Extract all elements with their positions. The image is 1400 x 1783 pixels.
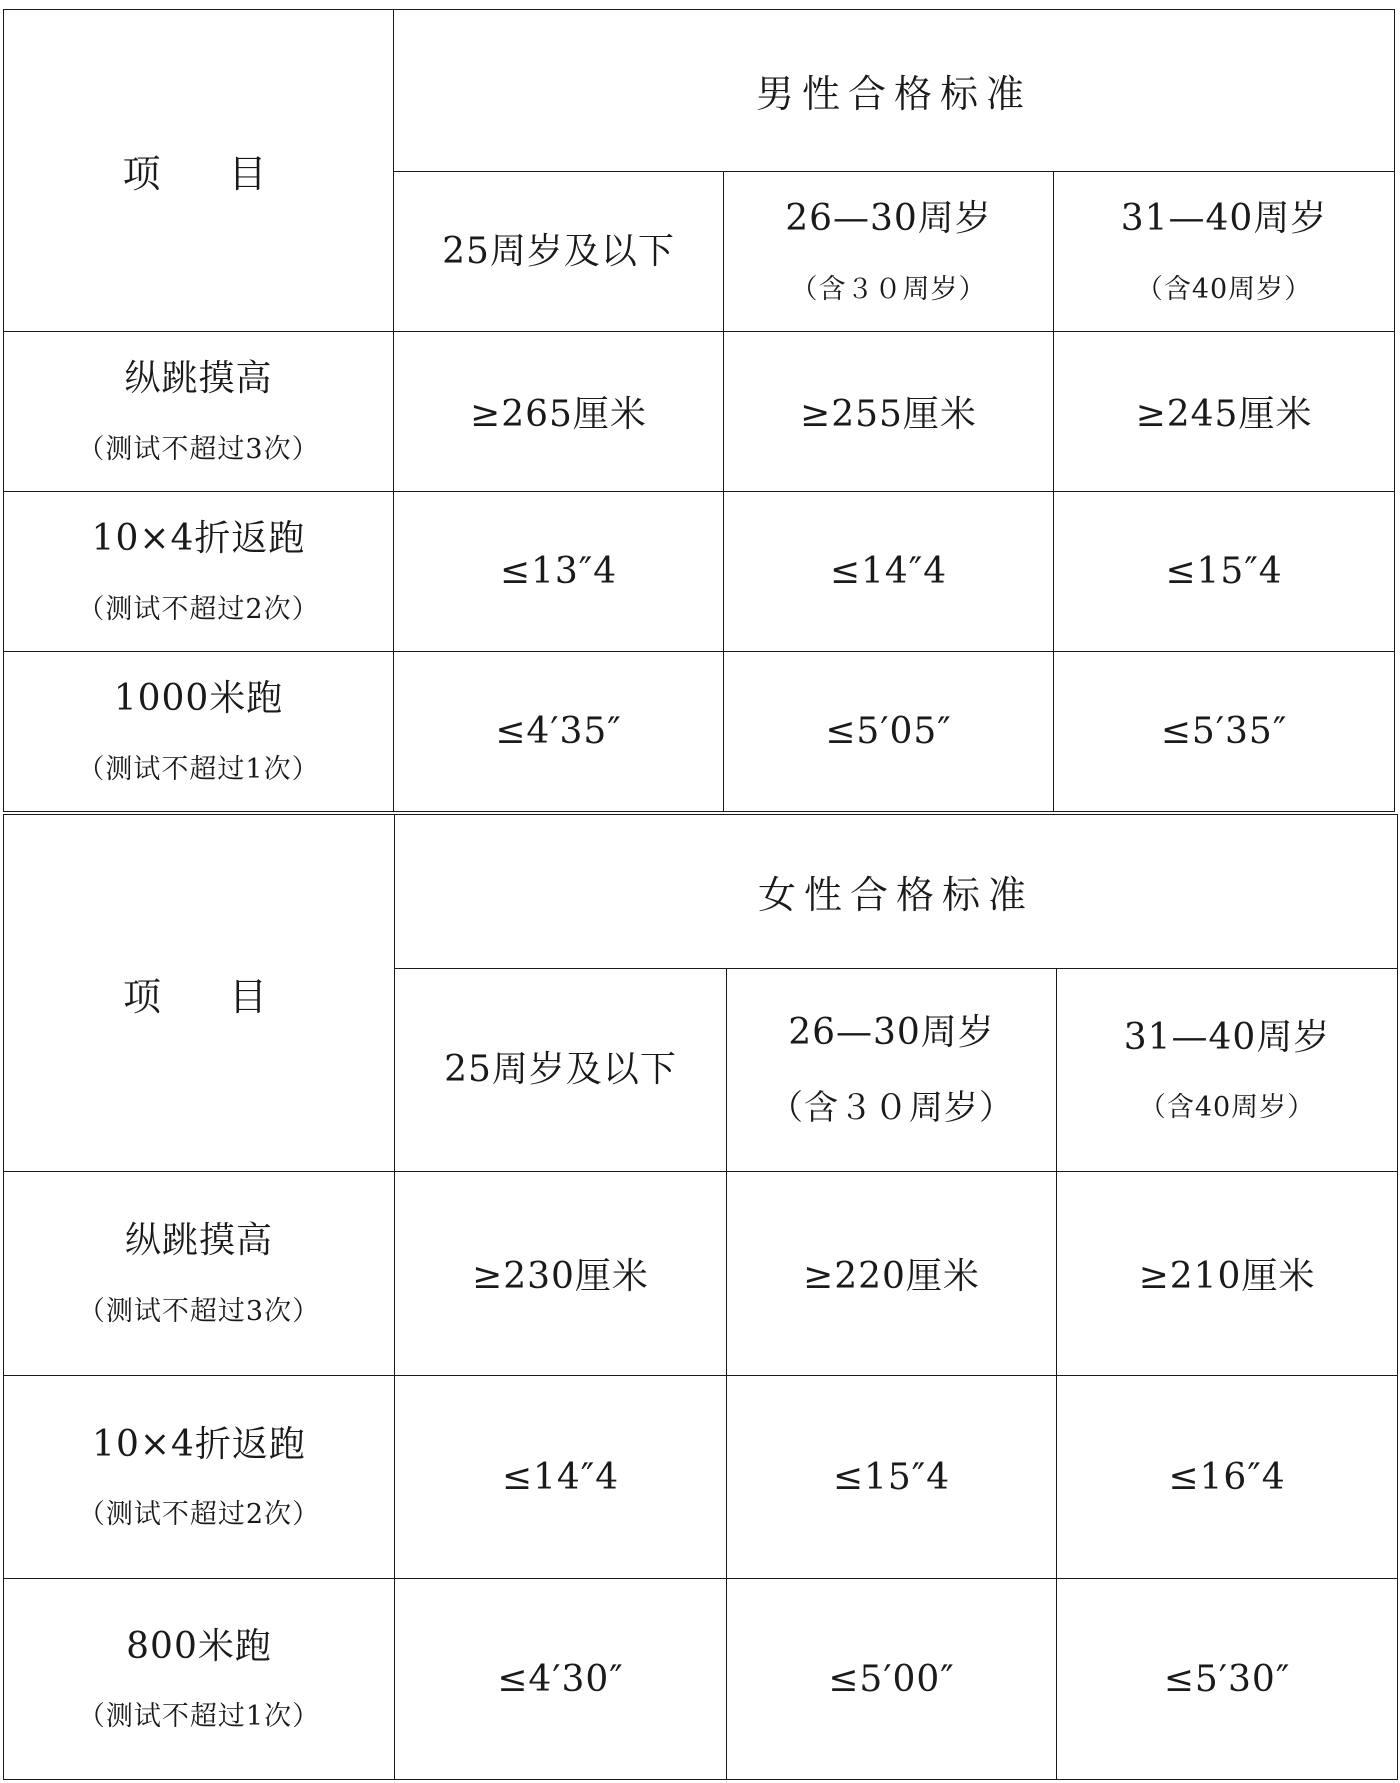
age-group-label: 25周岁及以下 (442, 230, 675, 272)
age-group-header (724, 172, 1054, 332)
test-item-cell (4, 492, 394, 652)
standard-value-cell (727, 1172, 1057, 1376)
test-item-cell (4, 652, 394, 812)
test-item-note: （测试不超过1次） (77, 753, 320, 785)
table-header-row (4, 10, 1395, 172)
standard-value: ≥230厘米 (472, 1256, 649, 1297)
age-group-label: 26—30周岁 (785, 198, 992, 240)
test-item-name: 纵跳摸高 (124, 358, 273, 400)
test-item-cell (4, 1579, 395, 1780)
table-title-cell (395, 815, 1398, 969)
standard-value-cell (727, 1579, 1057, 1780)
test-item-note: （测试不超过3次） (77, 433, 320, 465)
item-header: 项 目 (122, 152, 295, 196)
standard-value: ≤15″4 (832, 1456, 951, 1498)
standard-value: ≤14″4 (829, 551, 948, 592)
standard-value-cell (394, 492, 724, 652)
standard-value-cell (1054, 652, 1395, 812)
standard-value: ≤15″4 (1165, 551, 1283, 592)
male-standards-table (3, 9, 1395, 812)
standard-value: ≤13″4 (499, 551, 618, 592)
standard-value-cell (395, 1172, 727, 1376)
standard-value-cell (724, 332, 1054, 492)
age-group-note: （含３０周岁） (790, 273, 987, 305)
standard-value: ≤16″4 (1168, 1456, 1286, 1498)
table-header-row (4, 815, 1398, 969)
standard-value-cell (1054, 332, 1395, 492)
standard-value: ≤14″4 (501, 1456, 620, 1498)
age-group-header (1054, 172, 1395, 332)
test-item-note: （测试不超过2次） (77, 1499, 321, 1531)
age-group-header (394, 172, 724, 332)
test-item-cell (4, 1376, 395, 1579)
standard-value-cell (395, 1579, 727, 1780)
standard-value: ≥220厘米 (803, 1256, 980, 1297)
item-header-cell (4, 10, 394, 332)
table-row (4, 332, 1395, 492)
table-row (4, 1579, 1398, 1780)
table-title-cell (394, 10, 1395, 172)
standard-value-cell (1057, 1172, 1398, 1376)
standard-value-cell (394, 652, 724, 812)
standard-value-cell (394, 332, 724, 492)
table-title: 女性合格标准 (758, 873, 1035, 917)
age-group-note: （含３０周岁） (769, 1088, 1014, 1129)
age-group-label: 31—40周岁 (1120, 198, 1328, 240)
age-group-header (395, 969, 727, 1172)
table-row (4, 1172, 1398, 1376)
standard-value: ≤5′05″ (825, 711, 952, 752)
standard-value-cell (1057, 1579, 1398, 1780)
standard-value-cell (724, 492, 1054, 652)
standard-value-cell (724, 652, 1054, 812)
female-standards-table (3, 814, 1398, 1780)
item-header: 项 目 (122, 974, 296, 1019)
test-item-name: 纵跳摸高 (124, 1220, 273, 1262)
table-row (4, 492, 1395, 652)
age-group-label: 25周岁及以下 (444, 1049, 677, 1091)
standard-value-cell (727, 1376, 1057, 1579)
standard-value: ≥265厘米 (470, 394, 647, 435)
test-item-cell (4, 1172, 395, 1376)
test-item-name: 1000米跑 (113, 678, 284, 720)
table-row (4, 1376, 1398, 1579)
test-item-name: 10×4折返跑 (92, 1423, 306, 1465)
standard-value: ≥255厘米 (800, 394, 977, 435)
test-item-note: （测试不超过2次） (77, 593, 320, 625)
age-group-header (727, 969, 1057, 1172)
standard-value-cell (1057, 1376, 1398, 1579)
test-item-note: （测试不超过1次） (77, 1701, 321, 1733)
standard-value: ≤5′30″ (1163, 1658, 1291, 1700)
standard-value-cell (1054, 492, 1395, 652)
test-item-cell (4, 332, 394, 492)
standard-value: ≥245厘米 (1135, 394, 1313, 435)
standard-value-cell (395, 1376, 727, 1579)
age-group-note: （含40周岁） (1135, 273, 1313, 305)
test-item-name: 800米跑 (126, 1625, 272, 1667)
standard-value: ≤5′35″ (1160, 711, 1288, 752)
age-group-label: 31—40周岁 (1123, 1016, 1331, 1058)
age-group-note: （含40周岁） (1138, 1092, 1316, 1124)
test-item-note: （测试不超过3次） (77, 1295, 321, 1327)
item-header-cell (4, 815, 395, 1172)
age-group-header (1057, 969, 1398, 1172)
age-group-label: 26—30周岁 (788, 1011, 995, 1053)
standard-value: ≤4′30″ (497, 1658, 624, 1700)
table-title: 男性合格标准 (756, 72, 1033, 116)
test-item-name: 10×4折返跑 (91, 518, 306, 560)
table-row (4, 652, 1395, 812)
standard-value: ≥210厘米 (1138, 1256, 1316, 1297)
standard-value: ≤5′00″ (828, 1658, 955, 1700)
standard-value: ≤4′35″ (495, 711, 622, 752)
